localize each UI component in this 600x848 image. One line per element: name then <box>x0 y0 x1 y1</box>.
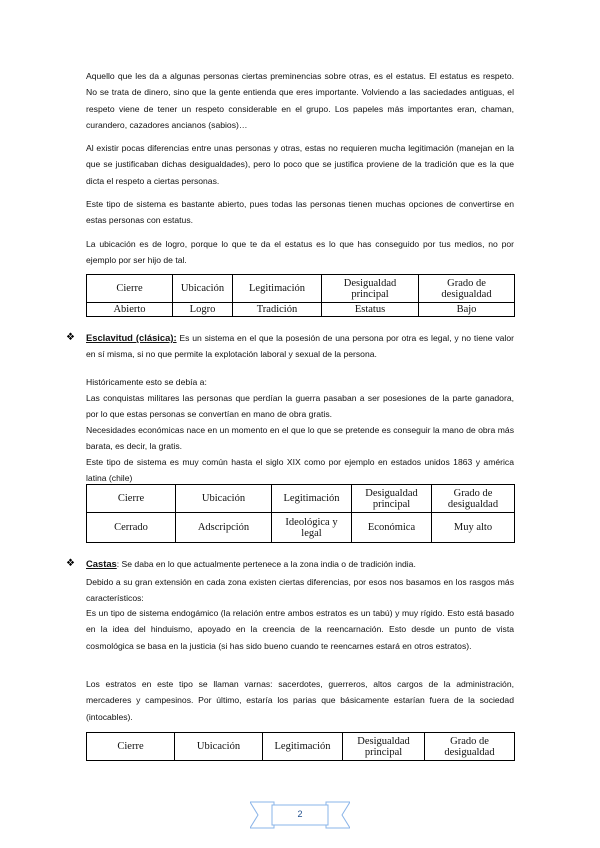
page-number: 2 <box>297 809 303 819</box>
table-cell: Bajo <box>419 303 515 317</box>
table-cell: Tradición <box>233 303 322 317</box>
table-cell: Muy alto <box>432 513 515 543</box>
section-castas <box>86 556 514 572</box>
table-status <box>86 274 515 317</box>
table-header-cell: Ubicación <box>173 275 233 303</box>
table-header-cell: Cierre <box>87 275 173 303</box>
section-title: Castas <box>86 558 117 569</box>
paragraph-achievement: La ubicación es de logro, porque lo que te da el estatus es lo que has conseguido por tus medios, no por ejemplo por ser hijo de tal. <box>86 239 514 266</box>
table-header-row <box>87 485 515 513</box>
table-header-cell: Ubicación <box>176 485 272 513</box>
paragraph-conquest: Las conquistas militares las personas que perdían la guerra pasaban a ser posesiones de la parte ganadora, por lo que estas personas se convertían en mano de obra gratis. <box>86 393 514 420</box>
table-header-cell: Grado de desigualdad <box>432 485 515 513</box>
table-cell: Logro <box>173 303 233 317</box>
page-footer <box>250 798 350 832</box>
paragraph-endogamy: Es un tipo de sistema endogámico (la relación entre ambos estratos es un tabú) y muy rígido. Esto está basado en la idea del hinduismo, apoyado en la creencia de la reencarnación. Esto desde un punto de vista cosmológica se basa en la justicia (si has sido bueno cuando te reencarnes estará en otros estratos). <box>86 608 514 651</box>
paragraph-extension: Debido a su gran extensión en cada zona existen ciertas diferencias, por esos nos basamos en los rasgos más característicos: <box>86 577 514 604</box>
paragraph-economic: Necesidades económicas nace en un momento en el que lo que se pretende es conseguir la mano de obra más barata, es decir, la gratis. <box>86 425 514 452</box>
diamond-bullet-icon: ❖ <box>66 332 75 343</box>
paragraph-legitimation: Al existir pocas diferencias entre unas personas y otras, estas no requieren mucha legitimación (manejan en la que se justificaban dichas desigualdades), pero lo poco que se justifica proviene de la tradición que es la que dicta el respeto a ciertas personas. <box>86 143 514 186</box>
table-slavery <box>86 484 515 543</box>
table-header-cell: Desigualdad principal <box>352 485 432 513</box>
table-cell: Cerrado <box>87 513 176 543</box>
table-header-row <box>87 733 515 761</box>
table-cell: Abierto <box>87 303 173 317</box>
table-header-cell: Desigualdad principal <box>343 733 425 761</box>
table-cell: Ideológica y legal <box>272 513 352 543</box>
diamond-bullet-icon: ❖ <box>66 558 75 569</box>
table-header-cell: Legitimación <box>263 733 343 761</box>
table-cell: Estatus <box>322 303 419 317</box>
table-header-cell: Desigualdad principal <box>322 275 419 303</box>
table-header-cell: Cierre <box>87 485 176 513</box>
table-header-cell: Legitimación <box>272 485 352 513</box>
section-title: Esclavitud (clásica): <box>86 332 177 343</box>
section-intro: Es un sistema en el que la posesión de una persona por otra es legal, y no tiene valor en sí misma, si no que permite la explotación laboral y sexual de la persona. <box>86 333 514 360</box>
table-header-cell: Grado de desigualdad <box>419 275 515 303</box>
paragraph-historical: Históricamente esto se debía a: <box>86 377 207 387</box>
table-cell: Económica <box>352 513 432 543</box>
section-esclavitud <box>86 330 514 363</box>
table-header-cell: Legitimación <box>233 275 322 303</box>
paragraph-status: Aquello que les da a algunas personas ciertas preminencias sobre otras, es el estatus. El estatus es respeto. No se trata de dinero, sino que la gente entienda que eres importante. Volviendo a las saciedades antiguas, el respeto viene de tener un respeto considerable en el grupo. Los papeles más importantes eran, chaman, curandero, cazadores ancianos (sabios)… <box>86 71 514 130</box>
table-header-cell: Ubicación <box>175 733 263 761</box>
table-row <box>87 513 515 543</box>
section-intro: : Se daba en lo que actualmente pertenece a la zona india o de tradición india. <box>116 559 416 569</box>
paragraph-common: Este tipo de sistema es muy común hasta el siglo XIX como por ejemplo en estados unidos 1863 y américa latina (chile) <box>86 457 514 484</box>
table-cell: Adscripción <box>176 513 272 543</box>
paragraph-open-system: Este tipo de sistema es bastante abierto, pues todas las personas tienen muchas opciones de convertirse en estas personas con estatus. <box>86 199 514 226</box>
table-header-cell: Grado de desigualdad <box>425 733 515 761</box>
table-castes <box>86 732 515 761</box>
table-header-cell: Cierre <box>87 733 175 761</box>
paragraph-varnas: Los estratos en este tipo se llaman varnas: sacerdotes, guerreros, altos cargos de la administración, mercaderes y campesinos. Por último, estaría los parias que básicamente estarían fuera de la sociedad (intocables). <box>86 679 514 722</box>
table-header-row <box>87 275 515 303</box>
table-row <box>87 303 515 317</box>
